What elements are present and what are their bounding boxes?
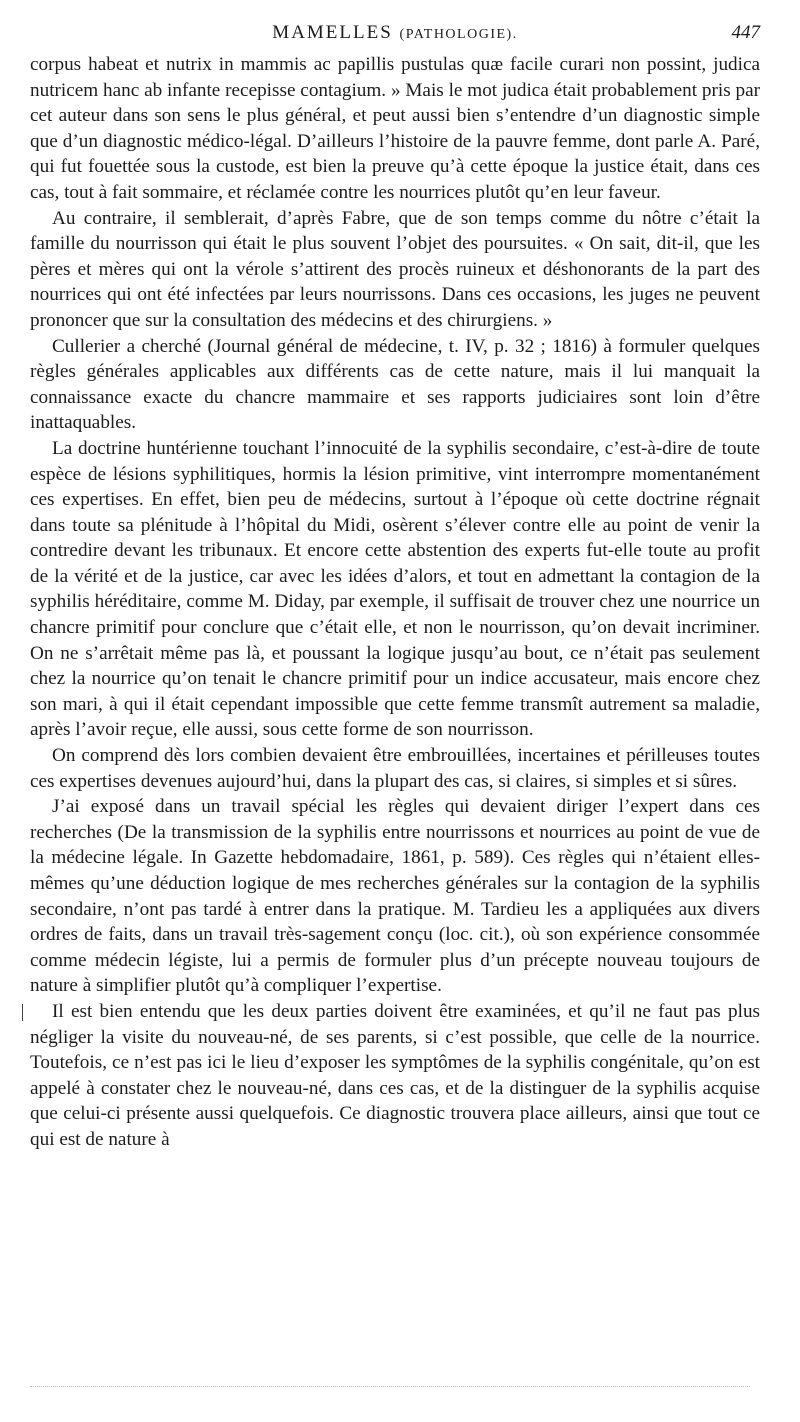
paragraph-6: J’ai exposé dans un travail spécial les règles qui devaient diriger l’expert dans ces recherches (De la transmission de la syphilis entre nourrissons et nourrices au point de vue de la médecine légale. In Gazette hebdomadaire, 1861, p. 589). Ces règles qui n’étaient elles-mêmes qu’une déduction logique de mes recherches générales sur la contagion de la syphilis secondaire, n’ont pas tardé à entrer dans la pratique. M. Tardieu les a appliquées aux divers ordres de faits, dans un travail très-sagement conçu (loc. cit.), où son expérience consommée comme médecin légiste, lui a permis de formuler plus d’un précepte nouveau toujours de nature à simplifier plutôt qu’à compliquer l’expertise. (30, 796, 760, 997)
bottom-dotted-rule (30, 1386, 750, 1387)
document-page (30, 22, 760, 1153)
paragraph-1: corpus habeat et nutrix in mammis ac papillis pustulas quæ facile curari non possint, judica nutricem hanc ab infante recepisse contagium. » Mais le mot judica était probablement pris par cet auteur dans son sens le plus général, et peut aussi bien s’entendre d’un diagnostic simple que d’un diagnostic médico-légal. D’ailleurs l’histoire de la pauvre femme, dont parle A. Paré, qui fut fouettée sous la custode, est bien la preuve qu’à cette époque la justice était, dans ces cas, tout à fait sommaire, et réclamée contre les nourrices plutôt qu’en leur faveur. (30, 54, 760, 203)
header-title: MAMELLES (272, 22, 393, 43)
page-number: 447 (731, 22, 760, 43)
paragraph-5: On comprend dès lors combien devaient être embrouillées, incertaines et périlleuses toutes ces expertises devenues aujourd’hui, dans la plupart des cas, si claires, si simples et si sûres. (30, 745, 760, 792)
paragraph-7-text: Il est bien entendu que les deux parties doivent être examinées, et qu’il ne faut pas plus négliger la visite du nouveau-né, de ses parents, si c’est possible, que celle de la nourrice. Toutefois, ce n’est pas ici le lieu d’exposer les symptômes de la syphilis congénitale, qu’on est appelé à constater chez le nouveau-né, dans ces cas, et de la distinguer de la syphilis acquise que celui-ci présente aussi quelquefois. Ce diagnostic trouvera place ailleurs, ainsi que tout ce qui est de nature à (30, 1000, 760, 1150)
paragraph-2: Au contraire, il semblerait, d’après Fabre, que de son temps comme du nôtre c’était la famille du nourrisson qui était le plus souvent l’objet des poursuites. « On sait, dit-il, que les pères et mères qui ont la vérole s’attirent des procès ruineux et déshonorants de la part des nourrices qui ont été infectées par leurs nourrissons. Dans ces occasions, les juges ne peuvent prononcer que sur la consultation des médecins et des chirurgiens. » (30, 207, 760, 331)
page-header (30, 22, 760, 52)
margin-mark (22, 1004, 23, 1021)
paragraph-7 (30, 999, 760, 1153)
header-subtitle: (PATHOLOGIE). (399, 27, 518, 42)
running-title (30, 22, 760, 44)
paragraph-3: Cullerier a cherché (Journal général de médecine, t. IV, p. 32 ; 1816) à formuler quelques règles générales applicables aux différents cas de cette nature, mais il lui manquait la connaissance exacte du chancre mammaire et ses rapports judiciaires sont loin d’être inattaquables. (30, 335, 760, 434)
body-text (30, 52, 760, 1153)
paragraph-4: La doctrine huntérienne touchant l’innocuité de la syphilis secondaire, c’est-à-dire de toute espèce de lésions syphilitiques, hormis la lésion primitive, vint interrompre momentanément ces expertises. En effet, bien peu de médecins, surtout à l’époque où cette doctrine régnait dans toute sa plénitude à l’hôpital du Midi, osèrent s’élever contre elle au point de venir la contredire devant les tribunaux. Et encore cette abstention des experts fut-elle toute au profit de la vérité et de la justice, car avec les idées d’alors, et tout en admettant la contagion de la syphilis héréditaire, comme M. Diday, par exemple, il suffisait de trouver chez une nourrice un chancre primitif pour conclure que c’était elle, et non le nourrisson, qu’on devait incriminer. On ne s’arrêtait même pas là, et poussant la logique jusqu’au bout, ce n’était pas seulement chez la nourrice qu’on tenait le chancre primitif pour un indice accusateur, mais encore chez son mari, à qui il était cependant impossible que cette femme transmît autrement sa maladie, après l’avoir reçue, elle aussi, sous cette forme de son nourrisson. (30, 437, 760, 741)
